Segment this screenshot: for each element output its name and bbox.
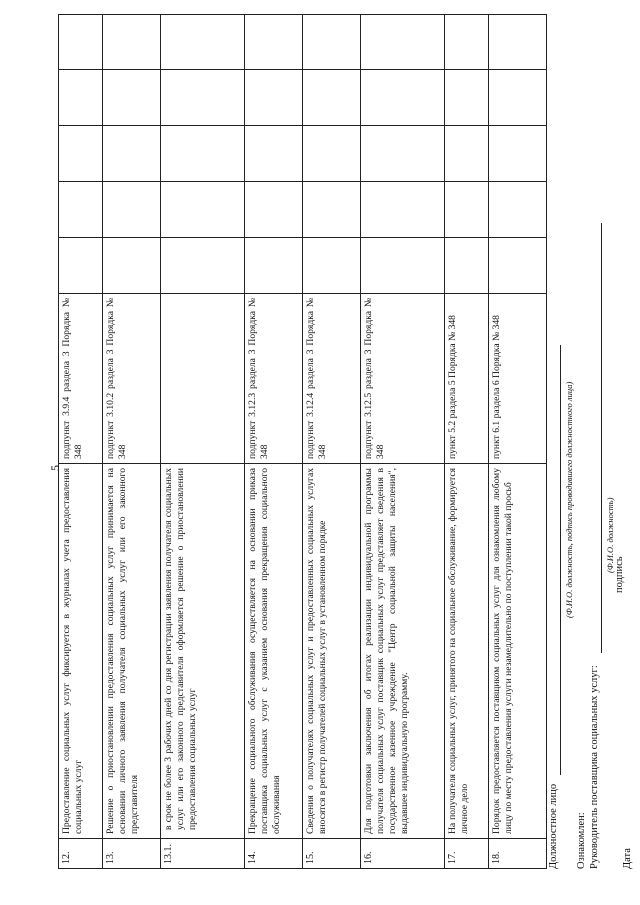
table-row: [303, 15, 361, 869]
answer-cell: [245, 126, 303, 182]
row-number: 15.: [303, 839, 361, 869]
table-row: [445, 15, 489, 869]
row-requirement: Предоставление социальных услуг фиксируется в журналах учета предоставления социальных услуг: [59, 464, 103, 839]
checklist-table: [58, 14, 547, 869]
row-requirement: Сведения о получателях социальных услуг и предоставленных социальных услугах вносятся в регистр получателей социальных услуг в установленном порядке: [303, 464, 361, 839]
row-reference: подпункт 3.12.4 раздела 3 Порядка № 348: [303, 294, 361, 464]
table-row: [103, 15, 161, 869]
row-number: 17.: [445, 839, 489, 869]
row-reference: подпункт 3.9.4 раздела 3 Порядка № 348: [59, 294, 103, 464]
head-signature-line: [601, 223, 602, 653]
answer-cell: [361, 238, 445, 294]
row-requirement: в срок не более 3 рабочих дней со дня регистрации заявления получателя социальных услуг или его законного представителя оформляется решение о приостановлении предоставления социальных услуг: [161, 464, 245, 839]
row-reference: подпункт 3.10.2 раздела 3 Порядка № 348: [103, 294, 161, 464]
row-reference: подпункт 3.12.3 раздела 3 Порядка № 348: [245, 294, 303, 464]
row-number: 18.: [489, 839, 547, 869]
table-row: [245, 15, 303, 869]
head-label: Руководитель поставщика социальных услуг:: [589, 665, 600, 869]
answer-cell: [103, 15, 161, 70]
page-number: 5: [48, 465, 62, 471]
answer-cell: [445, 126, 489, 182]
answer-cell: [361, 15, 445, 70]
answer-cell: [161, 238, 245, 294]
document-page: [40, 13, 633, 893]
table-row: [361, 15, 445, 869]
answer-cell: [59, 182, 103, 238]
answer-cell: [445, 70, 489, 126]
answer-cell: [161, 182, 245, 238]
official-signature-line: [560, 345, 561, 775]
answer-cell: [445, 182, 489, 238]
table-row: [489, 15, 547, 869]
answer-cell: [361, 126, 445, 182]
row-reference: подпункт 3.12.5 раздела 3 Порядка № 348: [361, 294, 445, 464]
answer-cell: [59, 70, 103, 126]
row-number: 14.: [245, 839, 303, 869]
answer-cell: [59, 126, 103, 182]
answer-cell: [59, 15, 103, 70]
answer-cell: [303, 182, 361, 238]
date-label: Дата: [622, 848, 633, 869]
signature-caption: подпись: [614, 556, 625, 593]
answer-cell: [103, 70, 161, 126]
answer-cell: [245, 70, 303, 126]
answer-cell: [103, 126, 161, 182]
answer-cell: [303, 238, 361, 294]
row-requirement: Порядок предоставляется поставщиком социальных услуг для ознакомления любому лицу по месту предоставления услуги незамедлительно по поступлении такой просьб: [489, 464, 547, 839]
answer-cell: [361, 182, 445, 238]
official-label: Должностное лицо: [548, 783, 559, 869]
table-row: [59, 15, 103, 869]
row-requirement: Прекращение социального обслуживания осуществляется на основании приказа поставщика социальных услуг с указанием основания прекращения социального обслуживания: [245, 464, 303, 839]
head-caption: (Ф.И.О. должность): [605, 497, 615, 573]
row-requirement: На получателя социальных услуг, принятого на социальное обслуживание, формируется личное дело: [445, 464, 489, 839]
answer-cell: [303, 126, 361, 182]
answer-cell: [103, 182, 161, 238]
answer-cell: [161, 126, 245, 182]
answer-cell: [245, 182, 303, 238]
row-reference: [161, 294, 245, 464]
row-number: 12.: [59, 839, 103, 869]
answer-cell: [59, 238, 103, 294]
row-number: 16.: [361, 839, 445, 869]
answer-cell: [161, 70, 245, 126]
row-reference: пункт 6.1 раздела 6 Порядка № 348: [489, 294, 547, 464]
answer-cell: [361, 70, 445, 126]
answer-cell: [489, 126, 547, 182]
row-reference: пункт 5.2 раздела 5 Порядка № 348: [445, 294, 489, 464]
row-requirement: Для подготовки заключения об итогах реализации индивидуальной программы получателя социальных услуг поставщик социальных услуг представляет сведения в государственное казенное учреждение "Центр социальной защиты населения", выдавшее индивидуальную программу.: [361, 464, 445, 839]
answer-cell: [445, 15, 489, 70]
answer-cell: [489, 15, 547, 70]
answer-cell: [489, 238, 547, 294]
row-number: 13.1.: [161, 839, 245, 869]
table-row: [161, 15, 245, 869]
answer-cell: [245, 238, 303, 294]
answer-cell: [303, 15, 361, 70]
row-number: 13.: [103, 839, 161, 869]
answer-cell: [161, 15, 245, 70]
acquainted-label: Ознакомлен:: [576, 812, 587, 869]
answer-cell: [489, 182, 547, 238]
answer-cell: [245, 15, 303, 70]
row-requirement: Решение о приостановлении предоставления социальных услуг принимается на основании личного заявления получателя социальных услуг или его законного представителя: [103, 464, 161, 839]
answer-cell: [489, 70, 547, 126]
answer-cell: [103, 238, 161, 294]
official-caption: (Ф.И.О. должность, подпись проводившего должностного лица): [564, 381, 574, 618]
answer-cell: [445, 238, 489, 294]
answer-cell: [303, 70, 361, 126]
